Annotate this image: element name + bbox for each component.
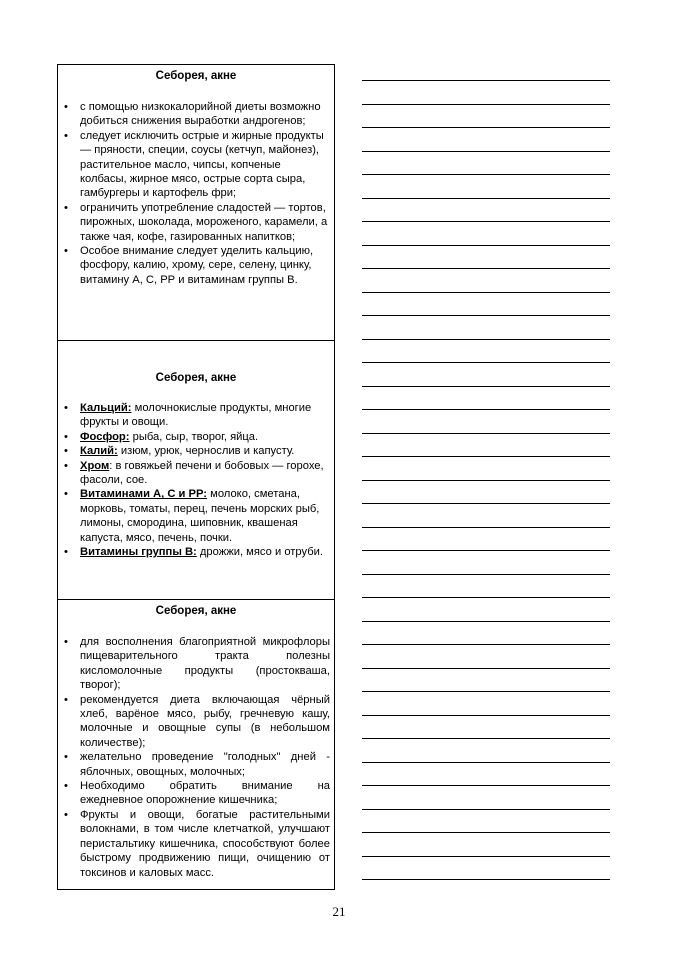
note-line	[362, 550, 610, 551]
note-line	[362, 480, 610, 481]
note-line	[362, 104, 610, 105]
list-item: • Необходимо обратить внимание на ежедневное опорожнение кишечника;	[62, 779, 330, 808]
nutrient-term: Хром	[80, 459, 110, 472]
note-line	[362, 621, 610, 622]
note-line	[362, 339, 610, 340]
list-item: • для восполнения благоприятной микрофлоры пищеварительного тракта полезны кисломолочные продукты (простокваша, творог);	[62, 635, 330, 693]
note-line	[362, 221, 610, 222]
list-item: • желательно проведение "голодных" дней - яблочных, овощных, молочных;	[62, 750, 330, 779]
bullet-list	[62, 100, 330, 287]
list-item	[62, 401, 330, 430]
list-item: • Особое внимание следует уделить кальцию, фосфору, калию, хрому, сере, селену, цинку, витамину А, С, РР и витаминам группы В.	[62, 244, 330, 287]
flashcards-column	[57, 64, 335, 890]
list-item: • ограничить употребление сладостей — тортов, пирожных, шоколада, мороженого, карамели, а также чая, кофе, газированных напитков;	[62, 201, 330, 244]
list-item	[62, 444, 330, 458]
bullet-list	[62, 401, 330, 559]
list-item	[62, 487, 330, 545]
note-line	[362, 409, 610, 410]
note-line	[362, 574, 610, 575]
note-line	[362, 597, 610, 598]
list-item: • следует исключить острые и жирные продукты — пряности, специи, соусы (кетчуп, майонез), растительное масло, чипсы, копченые колбасы, жирное мясо, острые сорта сыра, гамбургеры и картофель фри;	[62, 129, 330, 201]
nutrient-term: Витамины группы В:	[80, 546, 197, 559]
note-line	[362, 809, 610, 810]
note-line	[362, 527, 610, 528]
note-line	[362, 315, 610, 316]
card-diet	[58, 65, 334, 341]
note-line	[362, 503, 610, 504]
note-line	[362, 785, 610, 786]
nutrient-term: Витаминами А, С и РР:	[80, 488, 208, 501]
note-line	[362, 268, 610, 269]
note-line	[362, 151, 610, 152]
nutrient-sources: молоко, сметана, морковь, томаты, перец, печень морских рыб, лимоны, смородина, шиповник, квашеная капуста, мясо, печень, почки.	[80, 488, 320, 544]
note-line	[362, 691, 610, 692]
nutrient-term: Калий:	[80, 445, 118, 458]
note-line	[362, 668, 610, 669]
note-line	[362, 386, 610, 387]
card-title: Себорея, акне	[155, 372, 237, 384]
note-line	[362, 738, 610, 739]
note-line	[362, 433, 610, 434]
card-title: Себорея, акне	[155, 70, 237, 82]
nutrient-term: Кальций:	[80, 402, 132, 414]
note-line	[362, 198, 610, 199]
note-line	[362, 127, 610, 128]
list-item: • с помощью низкокалорийной диеты возможно добиться снижения выработки андрогенов;	[62, 100, 330, 129]
nutrient-term: Фосфор:	[80, 430, 130, 443]
list-item: • Фрукты и овощи, богатые растительными волокнами, в том числе клетчаткой, улучшают перистальтику кишечника, способствуют более быстрому продвижению пищи, очищению от токсинов и каловых масс.	[62, 808, 330, 880]
note-line	[362, 715, 610, 716]
list-item	[62, 459, 330, 488]
card-title: Себорея, акне	[155, 605, 237, 617]
note-line	[362, 362, 610, 363]
card-digestion	[58, 600, 334, 889]
note-line	[362, 644, 610, 645]
bullet-list	[62, 635, 330, 880]
nutrient-sources: : в говяжьей печени и бобовых — горохе, фасоли, сое.	[80, 459, 324, 487]
note-line	[362, 879, 610, 880]
note-line	[362, 245, 610, 246]
nutrient-sources: дрожжи, мясо и отруби.	[196, 546, 324, 559]
card-nutrients	[58, 341, 334, 600]
note-line	[362, 762, 610, 763]
note-line	[362, 456, 610, 457]
list-item: • рекомендуется диета включающая чёрный хлеб, варёное мясо, рыбу, гречневую кашу, молочные и овощные супы (в небольшом количестве);	[62, 693, 330, 751]
list-item	[62, 545, 330, 559]
note-line	[362, 856, 610, 857]
note-line	[362, 80, 610, 81]
note-line	[362, 832, 610, 833]
nutrient-sources: молочнокислые продукты, многие фрукты и овощи.	[80, 402, 312, 429]
nutrient-sources: изюм, урюк, чернослив и капусту.	[117, 445, 295, 458]
note-line	[362, 292, 610, 293]
notes-lines	[362, 0, 610, 900]
note-line	[362, 174, 610, 175]
page-number: 21	[332, 904, 346, 919]
nutrient-sources: рыба, сыр, творог, яйца.	[129, 430, 259, 443]
list-item	[62, 430, 330, 444]
